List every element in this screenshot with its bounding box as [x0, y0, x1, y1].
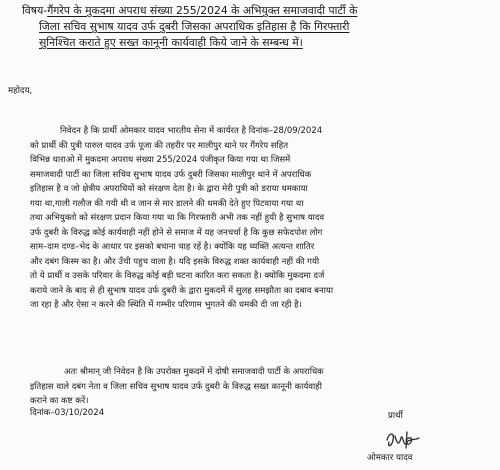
signature-icon [383, 426, 423, 454]
subject-block [22, 3, 492, 51]
paragraph-line: कराये जाने के बाद से ही सुभाष यादव उर्फ दुबरी के द्वारा मुकदमें में सुलह समझौता का दबाव बनाया [30, 285, 334, 296]
paragraph-line: गया था,गाली गलौज की गयी थी व जान से मार डालने की धमकी देते हुए पिटवाया गया था [30, 198, 304, 209]
salutation: महोदय, [8, 86, 33, 96]
paragraph-line: विभिन्न धाराओ में मुकदमा अपराध संख्या 255/2024 पंजीकृत किया गया था जिसमें [30, 155, 291, 165]
paragraph-line: उर्फ दुबरी के विरुद्ध कोई कार्यवाही नहीं होने से समाज में यह जनचर्चा है कि कुछ सफेदपोश लोग [30, 227, 323, 238]
paragraph-line: जा रहा है और ऐसा न करने की स्थिति में गम्भीर परिणाम भुगतने की धमकी दी जा रही है। [30, 300, 302, 310]
paragraph-line: कराने का कष्ट करें। [30, 396, 89, 406]
subject-line-3: सुनिश्चित कराते हुए सख्त कानूनी कार्यवाही किये जाने के सम्बन्ध में। [39, 36, 303, 49]
sender-label: प्रार्थी [388, 411, 403, 421]
paragraph-line: निवेदन है कि प्रार्थी ओमकार यादव भारतीय सेना में कार्यरत है दिनांक–28/09/2024 [60, 126, 323, 136]
body-paragraph-2 [30, 365, 482, 409]
paragraph-line: समाजवादी पार्टी का जिला सचिव सुभाष यादव उर्फ दुबरी जिसका मालीपुर थाने में अपराधिक [30, 169, 312, 180]
subject-line-1 [22, 3, 492, 19]
sender-name: ओमकार यादव [367, 453, 413, 463]
paragraph-line: साम–दाम दण्ड–भेद के आधार पर इसको बचाना चाह रहें है। क्योंकि यह व्यक्ति अत्यन्त शातिर [30, 242, 315, 252]
paragraph-line: और दबंग किस्म का है। और उँची पहुच वाला है। यदि इसके विरुद्ध शक्त कार्यवाही नहीं की गयी [30, 256, 320, 267]
paragraph-line: तो ये प्रार्थी व उसके परिवार के विरुद्ध कोई बड़ी घटना कारित करा सकता है। क्योकि मुकदमा दर्ज [30, 271, 325, 281]
subject-line-1-text: गैंगरेप के मुकदमा अपराध संख्या 255/2024 के अभियुक्त समाजवादी पार्टी के [47, 4, 358, 17]
paragraph-line: अतः श्रीमान् जी निवेदन है कि उपरोक्त मुकदमें में दोषी समाजवादी पार्टी के अपराधिक [64, 367, 324, 377]
paragraph-line: इतिहास है व जो क्षेत्रीय अपराधियों को संरक्षण देता है। के द्वारा मेरी पुत्री को डराया धमकाया [30, 184, 308, 194]
subject-line-2: जिला सचिव सुभाष यादव उर्फ दुबरी जिसका अपराधिक इतिहास है कि गिरफ्तारी [39, 20, 350, 33]
paragraph-line: इतिहास वाले दबंग नेता व जिला सचिव सुभाष यादव उर्फ दुबरी के विरुद्ध सख्त कानूनी कार्यवाही [30, 381, 322, 392]
body-paragraph-1 [30, 124, 470, 313]
letter-date: दिनांक–03/10/2024 [30, 408, 105, 418]
paragraph-line: को प्रार्थी की पुत्री पारुल यादव उर्फ पूजा की तहरीर पर मालीपुर थाने पर गैंगरेप सहित [30, 140, 289, 151]
subject-prefix: विषय- [22, 4, 48, 17]
paragraph-line: तथा अभियुक्तो को संरक्षण प्रदान किया गया था कि गिरफ्तारी अभी तक नहीं हुयी है सुभाष यादव [30, 213, 325, 223]
